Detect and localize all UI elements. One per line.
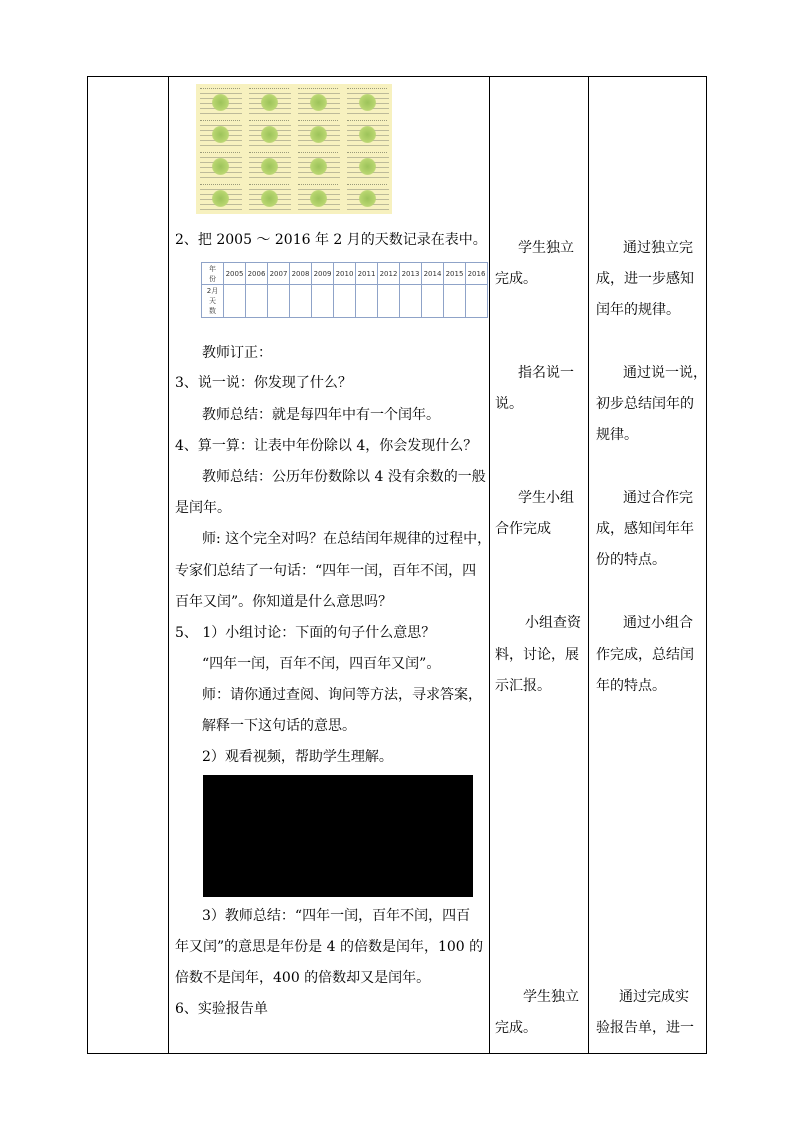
column-divider: [588, 76, 589, 1054]
year-cell: 2009: [312, 263, 334, 285]
summary-4-line1: 教师总结：公历年份数除以 4 没有余数的一般: [202, 469, 486, 485]
column-divider: [168, 76, 169, 1054]
summary-5-line2: 年又闰”的意思是年份是 4 的倍数是闰年，100 的: [175, 939, 484, 955]
year-cell: 2014: [422, 263, 444, 285]
intent-a-line2: 成，进一步感知: [596, 271, 694, 287]
year-cell: 2012: [378, 263, 400, 285]
days-cell: [466, 285, 488, 318]
year-cell: 2010: [334, 263, 356, 285]
days-row-label: 2月 天 数: [202, 285, 224, 318]
student-d-line2: 料，讨论，展: [495, 647, 579, 663]
student-e-line2: 完成。: [495, 1020, 537, 1036]
student-e-line1: 学生独立: [523, 989, 579, 1005]
intent-a-line1: 通过独立完: [623, 240, 693, 256]
intent-b-line1: 通过说一说，: [623, 365, 707, 381]
student-b-line1: 指名说一: [518, 365, 574, 381]
year-table-wrapper: [196, 260, 489, 330]
item-6-text: 6、实验报告单: [175, 1001, 268, 1017]
year-cell: 2016: [466, 263, 488, 285]
year-table: [201, 262, 488, 318]
year-cell: 2005: [224, 263, 246, 285]
days-cell: [290, 285, 312, 318]
question-line1: 师: 这个完全对吗？在总结闰年规律的过程中，: [202, 531, 492, 547]
summary-5-line1: 3）教师总结：“四年一闰，百年不闰，四百: [202, 908, 471, 924]
teacher-ask-line2: 解释一下这句话的意思。: [202, 718, 356, 734]
intent-a-line3: 闰年的规律。: [596, 302, 680, 318]
year-cell: 2015: [444, 263, 466, 285]
year-cell: 2007: [268, 263, 290, 285]
intent-d-line2: 作完成，总结闰: [596, 647, 694, 663]
student-a-line1: 学生独立: [518, 240, 574, 256]
intent-c-line3: 份的特点。: [596, 552, 666, 568]
question-line2: 专家们总结了一句话：“四年一闰，百年不闰，四: [175, 563, 477, 579]
summary-3-text: 教师总结：就是每四年中有一个闰年。: [202, 407, 440, 423]
summary-5-line3: 倍数不是闰年，400 的倍数却又是闰年。: [175, 970, 431, 986]
item-3-text: 3、说一说：你发现了什么？: [175, 375, 352, 391]
question-line3: 百年又闰”。你知道是什么意思吗？: [175, 594, 393, 610]
days-cell: [356, 285, 378, 318]
item-4-text: 4、算一算：让表中年份除以 4，你会发现什么？: [175, 438, 478, 454]
intent-c-line2: 成，感知闰年年: [596, 521, 694, 537]
year-cell: 2013: [400, 263, 422, 285]
student-d-line1: 小组查资: [525, 615, 581, 631]
intent-b-line2: 初步总结闰年的: [596, 396, 694, 412]
days-cell: [422, 285, 444, 318]
days-cell: [378, 285, 400, 318]
intent-b-line3: 规律。: [596, 427, 638, 443]
year-header-label: 年 份: [202, 263, 224, 285]
item-5-1-text: 5、 1）小组讨论：下面的句子什么意思？: [175, 625, 436, 641]
intent-d-line3: 年的特点。: [596, 678, 666, 694]
intent-e-line2: 验报告单，进一: [596, 1020, 694, 1036]
days-cell: [246, 285, 268, 318]
teacher-correct-text: 教师订正：: [202, 345, 272, 361]
intent-d-line1: 通过小组合: [623, 615, 693, 631]
item-2-text: 2、把 2005 ～ 2016 年 2 月的天数记录在表中。: [175, 232, 487, 248]
teacher-ask-line1: 师：请你通过查阅、询问等方法，寻求答案，: [202, 687, 482, 703]
year-cell: 2006: [246, 263, 268, 285]
student-a-line2: 完成。: [495, 271, 537, 287]
days-cell: [444, 285, 466, 318]
days-cell: [268, 285, 290, 318]
summary-4-line2: 是闰年。: [175, 500, 231, 516]
quote-text: “四年一闰，百年不闰，四百年又闰”。: [202, 656, 441, 672]
student-c-line1: 学生小组: [518, 490, 574, 506]
intent-c-line1: 通过合作完: [623, 490, 693, 506]
student-c-line2: 合作完成: [495, 521, 551, 537]
column-divider: [489, 76, 490, 1054]
days-cell: [334, 285, 356, 318]
calendar-image: [196, 84, 392, 214]
days-cell: [312, 285, 334, 318]
intent-e-line1: 通过完成实: [619, 989, 689, 1005]
student-d-line3: 示汇报。: [495, 678, 551, 694]
year-cell: 2011: [356, 263, 378, 285]
student-b-line2: 说。: [495, 396, 523, 412]
days-cell: [400, 285, 422, 318]
days-cell: [224, 285, 246, 318]
item-5-2-text: 2）观看视频，帮助学生理解。: [202, 749, 393, 765]
video-player[interactable]: [203, 775, 473, 897]
year-cell: 2008: [290, 263, 312, 285]
